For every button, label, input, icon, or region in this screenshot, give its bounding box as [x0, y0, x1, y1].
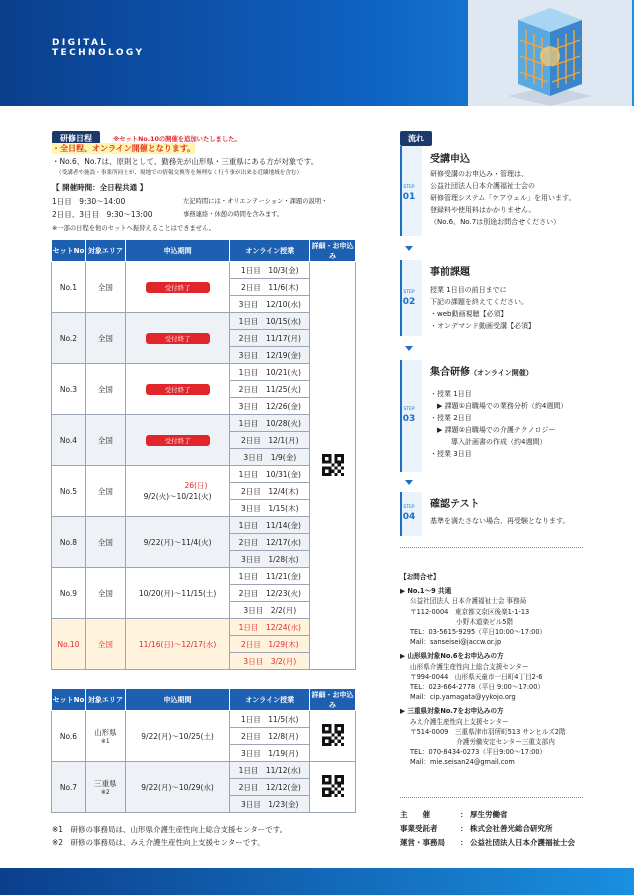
hours-note-2: 事務連絡・休憩の時間を含みます。	[183, 211, 284, 218]
qr-code-cell[interactable]	[310, 262, 356, 670]
session-cell: 1日目 10/3(金)	[230, 262, 310, 279]
step-4-number: STEP 04	[402, 505, 416, 522]
step-4-title: 確認テスト	[430, 499, 480, 510]
period-cell: 9/22(月)～10/25(土)	[125, 711, 230, 762]
col-period: 申込期間	[125, 689, 230, 711]
session-cell: 3日目 2/2(月)	[230, 602, 310, 619]
brand-line-1: DIGITAL	[52, 38, 109, 48]
region-notice-detail: （受講者や施設・事業所同士が、現地での情報交換等を無理なく行う事が出来る近隣地域を含む）	[56, 170, 303, 176]
set-no-cell: No.9	[52, 568, 86, 619]
period-cell	[125, 313, 230, 364]
qr-code[interactable]	[322, 469, 344, 478]
area-cell: 全国	[85, 517, 125, 568]
region-notice: ・No.6、No.7は、原則として、勤務先が山形県・三重県にある方が対象です。	[52, 157, 319, 166]
area-cell: 全国	[85, 364, 125, 415]
session-cell: 1日目 12/24(水)	[230, 619, 310, 636]
step-1-text: 研修受講のお申込み・管理は、 公益社団法人日本介護福祉士会の 研修管理システム「ケアウェル」を用います。 登録料や使用料はかかりません。 （No.6、No.7は別途お問合せください）	[430, 170, 576, 226]
area-cell: 山形県 ※1	[85, 711, 125, 762]
flow-header	[400, 126, 432, 146]
set-no-cell: No.8	[52, 517, 86, 568]
hours-title: 【 開催時間：全日程共通 】	[52, 183, 148, 192]
step-3-number: STEP 03	[402, 407, 416, 424]
col-detail: 詳細・お申込み	[311, 241, 354, 260]
period-cell: 9/22(月)～10/29(水)	[125, 762, 230, 813]
col-period: 申込期間	[125, 240, 230, 262]
session-cell: 3日目 1/23(金)	[230, 796, 310, 813]
contact-line: 介護労働安定センター三重支部内	[410, 738, 555, 747]
flow-arrow-3	[405, 480, 413, 485]
contact-line: Mail：cip.yamagata@yykojo.org	[410, 693, 516, 702]
area-cell: 全国	[85, 262, 125, 313]
organizer-row: 事業受託者 ： 株式会社善光総合研究所	[400, 824, 553, 833]
col-area: 対象エリア	[85, 240, 125, 262]
session-cell: 2日目 12/12(金)	[230, 779, 310, 796]
set-no-cell: No.5	[52, 466, 86, 517]
set-no-cell: No.7	[52, 762, 86, 813]
contact-title: 【お問合せ】	[400, 573, 440, 581]
session-cell: 3日目 1/15(木)	[230, 500, 310, 517]
step-2-title: 事前課題	[430, 267, 470, 278]
qr-code-cell[interactable]	[310, 762, 356, 813]
contact-group	[400, 651, 566, 702]
area-cell: 全国	[85, 466, 125, 517]
session-cell: 2日目 1/29(木)	[230, 636, 310, 653]
divider	[400, 797, 583, 798]
col-set-no: セットNo	[52, 240, 86, 262]
session-cell: 2日目 11/17(月)	[230, 330, 310, 347]
schedule-badge: 研修日程	[52, 131, 100, 146]
session-cell: 1日目 10/31(金)	[230, 466, 310, 483]
table-row	[52, 262, 356, 279]
contact-group	[400, 586, 566, 647]
contact-line: 山形県介護生産性向上総合支援センター	[410, 662, 529, 671]
contact-line: みえ介護生産性向上支援センター	[410, 717, 509, 726]
table-row	[52, 762, 356, 779]
organizer-row: 主 催 ： 厚生労働省	[400, 810, 508, 819]
session-cell: 1日目 11/14(金)	[230, 517, 310, 534]
col-online: オンライン授業	[230, 240, 310, 262]
period-cell: 26(日) 9/2(火)～10/21(火)	[125, 466, 230, 517]
session-cell: 2日目 12/23(火)	[230, 585, 310, 602]
flow-arrow-1	[405, 246, 413, 251]
session-cell: 3日目 3/2(月)	[230, 653, 310, 670]
contact-group-head: ▶ 山形県対象No.6をお申込みの方	[400, 652, 504, 661]
session-cell: 2日目 12/4(木)	[230, 483, 310, 500]
period-cell: 9/22(月)～11/4(火)	[125, 517, 230, 568]
step-2-text: 授業 1日目の前日までに 下記の課題を終えてください。 ・web動画視聴【必須】 ・オンデマンド動画受講【必須】	[430, 286, 535, 330]
area-cell: 全国	[85, 619, 125, 670]
step-1-number: STEP 01	[402, 185, 416, 202]
closed-badge: 受付終了	[146, 333, 210, 344]
hours-day23: 2日目、3日目 9:30～13:00	[52, 210, 153, 219]
period-cell	[125, 364, 230, 415]
session-cell: 3日目 12/26(金)	[230, 398, 310, 415]
session-cell: 1日目 10/21(火)	[230, 364, 310, 381]
contact-line: 〒112-0004 東京都文京区後楽1-1-13	[410, 607, 530, 616]
hours-note-1: 左記時間には・オリエンテーション・課題の説明・	[183, 198, 328, 205]
qr-code-cell[interactable]	[310, 711, 356, 762]
set-no-cell: No.4	[52, 415, 86, 466]
step-3-text: ・授業 1日目 ▶ 課題①自職場での業務分析（約4週間） ・授業 2日目 ▶ 課題②自職場での介護テクノロジー 導入計画書の作成（約4週間） ・授業 3日目	[430, 390, 568, 458]
table-row	[52, 711, 356, 728]
session-cell: 2日目 11/6(木)	[230, 279, 310, 296]
footnote-2: ※2 研修の事務局は、みえ介護生産性向上支援センターです。	[52, 838, 265, 847]
contact-line: 〒994-0044 山形県天童市一日町4丁目2-6	[410, 672, 543, 681]
closed-badge: 受付終了	[146, 435, 210, 446]
period-cell	[125, 415, 230, 466]
session-cell: 3日目 1/9(金)	[230, 449, 310, 466]
session-cell: 2日目 12/8(月)	[230, 728, 310, 745]
col-area: 対象エリア	[85, 689, 125, 711]
session-cell: 3日目 12/10(水)	[230, 296, 310, 313]
session-cell: 2日目 12/1(月)	[230, 432, 310, 449]
area-cell: 全国	[85, 313, 125, 364]
divider	[400, 547, 583, 548]
session-cell: 1日目 10/28(火)	[230, 415, 310, 432]
contact-line: 公益社団法人 日本介護福祉士会 事務局	[410, 597, 527, 606]
set-no-cell: No.3	[52, 364, 86, 415]
contact-line: Mail：mie.seisan24@gmail.com	[410, 758, 515, 767]
contact-group-head: ▶ No.1～9 共通	[400, 587, 452, 596]
col-online: オンライン授業	[230, 689, 310, 711]
col-set-no: セットNo	[52, 689, 86, 711]
contact-line: 小野木道楽ビル5階	[410, 617, 514, 626]
session-cell: 1日目 11/5(水)	[230, 711, 310, 728]
brand-line-2: TECHNOLOGY	[52, 48, 145, 58]
schedule-table-2	[51, 688, 356, 813]
contact-line: TEL：023-664-2778（平日 9:00～17:00）	[410, 683, 545, 692]
set-no-cell: No.6	[52, 711, 86, 762]
session-cell: 2日目 12/17(水)	[230, 534, 310, 551]
schedule-update-note: ※セットNo.10の開催を追加いたしました。	[113, 136, 241, 143]
step-3-title: 集合研修（オンライン開催）	[430, 367, 533, 378]
organizer-row: 運営・事務局 ： 公益社団法人日本介護福祉士会	[400, 838, 575, 847]
contact-line: TEL：070-8434-0273（平日9:00～17:00）	[410, 748, 547, 757]
online-notice: ・全日程、オンライン開催となります。	[52, 144, 196, 153]
set-no-cell: No.1	[52, 262, 86, 313]
transfer-note: ※一部の日程を他のセットへ振替えることはできません。	[52, 225, 216, 232]
period-cell: 11/16(日)～12/17(水)	[125, 619, 230, 670]
header-banner	[0, 0, 634, 106]
flow-arrow-2	[405, 346, 413, 351]
closed-badge: 受付終了	[146, 384, 210, 395]
session-cell: 1日目 11/21(金)	[230, 568, 310, 585]
cube-illustration	[468, 0, 632, 106]
set-no-cell: No.2	[52, 313, 86, 364]
period-cell	[125, 262, 230, 313]
session-cell: 3日目 12/19(金)	[230, 347, 310, 364]
area-cell: 全国	[85, 415, 125, 466]
col-detail: 詳細・お申込み	[311, 690, 354, 709]
session-cell: 1日目 10/15(水)	[230, 313, 310, 330]
session-cell: 3日目 1/28(水)	[230, 551, 310, 568]
contact-line: TEL：03-5615-9295（平日10:00～17:00）	[410, 628, 547, 637]
contact-group-head: ▶ 三重県対象No.7をお申込みの方	[400, 707, 504, 716]
session-cell: 2日目 11/25(火)	[230, 381, 310, 398]
footnote-1: ※1 研修の事務局は、山形県介護生産性向上総合支援センターです。	[52, 825, 288, 834]
session-cell: 3日目 1/19(月)	[230, 745, 310, 762]
organizer-info	[400, 808, 575, 850]
flow-badge: 流れ	[400, 131, 432, 146]
period-cell: 10/20(月)～11/15(土)	[125, 568, 230, 619]
session-cell: 1日目 11/12(水)	[230, 762, 310, 779]
step-2-number: STEP 02	[402, 290, 416, 307]
area-cell: 全国	[85, 568, 125, 619]
set-no-cell: No.10	[52, 619, 86, 670]
schedule-table-1	[51, 239, 356, 670]
contact-section	[400, 572, 566, 768]
qr-code[interactable]	[322, 739, 344, 748]
contact-line: 〒514-0009 三重県津市羽所町513 サンヒルズ2階	[410, 727, 566, 736]
area-cell: 三重県 ※2	[85, 762, 125, 813]
footer-band	[0, 868, 634, 895]
qr-code[interactable]	[322, 790, 344, 799]
contact-group	[400, 706, 566, 767]
hours-day1: 1日目 9:30～14:00	[52, 197, 126, 206]
step-4-text: 基準を満たさない場合、再受験となります。	[430, 517, 570, 525]
step-1-title: 受講申込	[430, 154, 470, 165]
contact-line: Mail：sanseisei@jaccw.or.jp	[410, 638, 502, 647]
closed-badge: 受付終了	[146, 282, 210, 293]
